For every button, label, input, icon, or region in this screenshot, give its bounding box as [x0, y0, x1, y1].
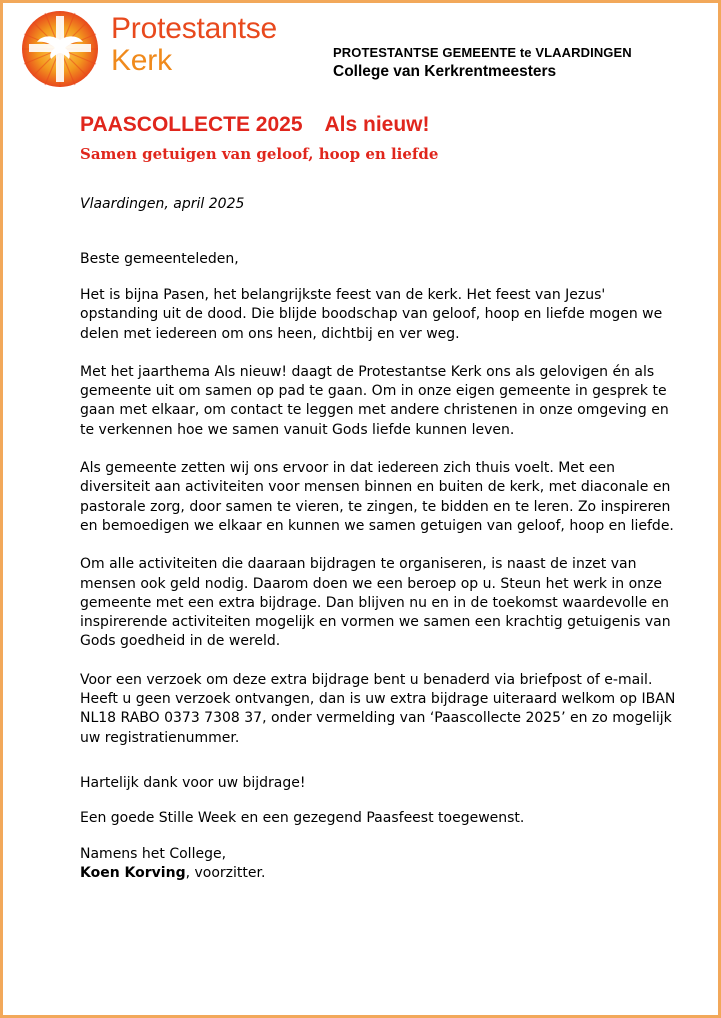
paragraph-4: Om alle activiteiten die daaraan bijdragen te organiseren, is naast de inzet van mensen ook geld nodig. Daarom doen we een beroep op u. Steun het werk in onze gemeente met een extra bijdrage. Dan blijven nu en in de toekomst waardevolle en inspirerende activiteiten mogelijk en vormen we samen een krachtig getuigenis van Gods goedheid in de wereld.: [80, 556, 671, 650]
letter-subtitle: Samen getuigen van geloof, hoop en liefde: [80, 145, 439, 163]
organization-department: College van Kerkrentmeesters: [333, 63, 557, 80]
paragraph-3: Als gemeente zetten wij ons ervoor in dat iedereen zich thuis voelt. Met een diversiteit aan activiteiten voor mensen binnen en buiten de kerk, met diaconale en pastorale zorg, door samen te vieren, te zingen, te bidden en te leren. Zo inspireren en bemoedigen we elkaar en kunnen we samen getuigen van geloof, hoop en liefde.: [80, 460, 674, 534]
letter-greeting: Beste gemeenteleden,: [80, 251, 239, 267]
wish-line: Een goede Stille Week en een gezegend Paasfeest toegewenst.: [80, 809, 525, 826]
signatory-role: , voorzitter.: [185, 865, 266, 882]
logo-wordmark-line1: Protestantse: [111, 12, 278, 45]
letter-title: [80, 113, 680, 137]
signature-name-line: [80, 864, 680, 883]
protestantse-kerk-logo: [19, 8, 309, 88]
signature-block: [80, 845, 680, 884]
signature-on-behalf: Namens het College,: [80, 845, 227, 862]
title-main: PAASCOLLECTE 2025: [80, 113, 303, 136]
paragraph-2: Met het jaarthema Als nieuw! daagt de Protestantse Kerk ons als gelovigen én als gemeente uit om samen op pad te gaan. Om in onze eigen gemeente in gesprek te gaan met elkaar, om contact te leggen met andere christenen in onze omgeving en te verkennen hoe we samen vanuit Gods liefde kunnen leven.: [80, 363, 669, 438]
thanks-line: Hartelijk dank voor uw bijdrage!: [80, 774, 306, 791]
signatory-name: Koen Korving: [80, 865, 186, 882]
organization-name: PROTESTANTSE GEMEENTE te VLAARDINGEN: [333, 45, 632, 60]
dove-cross-icon: [21, 10, 99, 88]
paragraph-5: Voor een verzoek om deze extra bijdrage bent u benaderd via briefpost of e-mail. Heeft u geen verzoek ontvangen, dan is uw extra bijdrage uiteraard welkom op IBAN NL18 RABO 0373 7308 37, onder vermelding van ‘Paascollecte 2025’ en zo mogelijk uw registratienummer.: [80, 671, 676, 746]
paragraph-1: Het is bijna Pasen, het belangrijkste feest van de kerk. Het feest van Jezus' opstanding uit de dood. Die blijde boodschap van geloof, hoop en liefde mogen we delen met iedereen om ons heen, dichtbij en ver weg.: [80, 287, 663, 342]
organization-header: [333, 45, 632, 81]
letter-date: Vlaardingen, april 2025: [80, 196, 245, 212]
title-tagline: Als nieuw!: [324, 113, 430, 136]
logo-wordmark-line2: Kerk: [111, 44, 172, 77]
letter-body: [80, 113, 680, 884]
